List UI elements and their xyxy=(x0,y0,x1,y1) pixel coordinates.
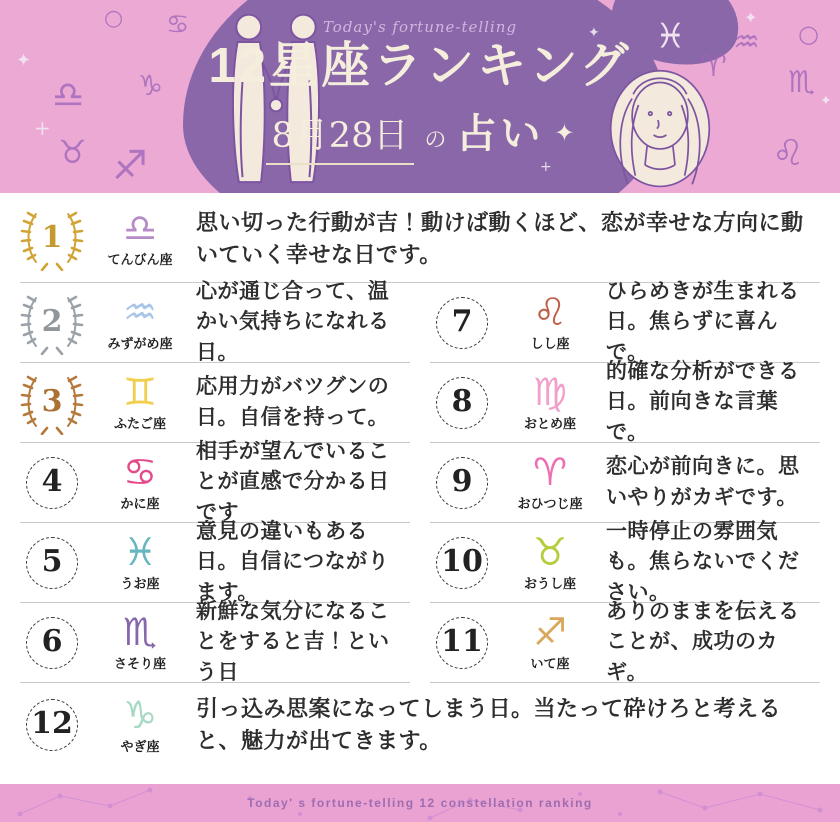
rank-row-11 xyxy=(430,599,820,684)
sagittarius-icon: ♐ xyxy=(532,610,568,654)
sign-name: ふたご座 xyxy=(113,416,166,431)
rank-number: 4 xyxy=(41,463,63,499)
zodiac-sign-gemini xyxy=(94,370,186,432)
cancer-sketch-icon: ♋ xyxy=(166,10,190,40)
rank-number: 8 xyxy=(451,383,473,419)
two-column-rankings xyxy=(20,279,820,684)
sign-name: いて座 xyxy=(530,656,570,671)
rank-row-4 xyxy=(20,439,410,524)
fortune-text: 思い切った行動が吉！動けば動くほど、恋が幸せな方向に動いていく幸せな日です。 xyxy=(196,209,804,267)
fortune-text: 意見の違いもある日。自信につながります。 xyxy=(196,519,390,604)
pisces-fish-icon: ♓ xyxy=(654,16,686,57)
rank-row-1 xyxy=(20,195,820,283)
ornate-circle-badge xyxy=(430,451,494,515)
ornate-circle-badge xyxy=(20,531,84,595)
sign-name: おひつじ座 xyxy=(517,496,583,511)
sign-name: さそり座 xyxy=(113,656,166,671)
sparkle-icon: ✦ xyxy=(16,50,32,71)
fortune-text: 一時停止の雰囲気も。焦らないでください。 xyxy=(606,519,800,604)
cancer-icon: ♋ xyxy=(122,450,158,494)
fortune-text: 恋心が前向きに。思いやりがカギです。 xyxy=(606,455,800,509)
ornate-circle-badge xyxy=(20,693,84,757)
zodiac-sign-libra xyxy=(94,206,186,268)
ranking-list xyxy=(0,193,840,767)
rank-number: 3 xyxy=(41,383,63,419)
rank-number: 9 xyxy=(451,463,473,499)
sparkle-icon: ✦ xyxy=(744,8,758,27)
scorpio-icon: ♏ xyxy=(122,610,158,654)
fortune-text: 相手が望んでいることが直感で分かる日です xyxy=(196,439,390,524)
fortune-text: 的確な分析ができる日。前向きな言葉で。 xyxy=(606,359,800,444)
zodiac-sign-virgo xyxy=(504,370,596,432)
fortune-text: 引っ込み思案になってしまう日。当たって砕けろと考えると、魅力が出てきます。 xyxy=(196,696,782,753)
rank-number: 1 xyxy=(41,219,63,255)
ornate-circle-badge xyxy=(20,611,84,675)
zodiac-sign-pisces xyxy=(94,530,186,592)
ornate-circle-badge xyxy=(430,371,494,435)
fortune-word: 占い xyxy=(456,109,545,157)
ornate-circle-badge xyxy=(20,451,84,515)
rank-row-8 xyxy=(430,359,820,444)
aries-sketch-icon: ♈ xyxy=(700,49,727,84)
header-banner xyxy=(0,0,840,193)
zodiac-sign-scorpio xyxy=(94,610,186,672)
rank-number: 7 xyxy=(451,303,473,339)
planet-sketch-icon: ○ xyxy=(798,20,819,48)
zodiac-sign-leo xyxy=(504,290,596,352)
leo-sketch-icon: ♌ xyxy=(772,133,805,174)
scorpio-sketch-icon: ♏ xyxy=(788,65,815,100)
capricorn-sketch-icon: ♑ xyxy=(138,69,164,102)
sparkle-icon: ✦ xyxy=(820,93,832,109)
sparkle-icon: + xyxy=(34,116,51,140)
zodiac-sign-aries xyxy=(504,450,596,512)
footer-caption: Today' s fortune-telling 12 constellation ranking xyxy=(247,796,593,810)
rank-row-6 xyxy=(20,599,410,684)
sign-name: やぎ座 xyxy=(120,738,160,754)
zodiac-sign-aquarius xyxy=(94,290,186,352)
rank-row-7 xyxy=(430,279,820,364)
rank-row-3 xyxy=(20,363,410,443)
bronze-laurel-badge xyxy=(20,371,84,435)
gemini-icon: ♊ xyxy=(122,370,158,414)
rank-row-5 xyxy=(20,519,410,604)
header-subtitle xyxy=(0,102,840,165)
taurus-sketch-icon: ♉ xyxy=(58,133,87,171)
ornate-circle-badge xyxy=(430,531,494,595)
rank-number: 12 xyxy=(31,706,73,742)
fortune-text: 心が通じ合って、温かい気持ちになれる日。 xyxy=(196,279,390,364)
footer-band xyxy=(0,784,840,822)
sign-name: てんびん座 xyxy=(107,252,173,267)
sign-name: うお座 xyxy=(120,576,160,591)
sign-name: おうし座 xyxy=(523,576,576,591)
sign-name: みずがめ座 xyxy=(107,336,173,351)
aquarius-icon: ♒ xyxy=(122,290,158,334)
leo-icon: ♌ xyxy=(532,290,568,334)
sign-name: かに座 xyxy=(120,496,160,511)
planet-sketch-icon: ○ xyxy=(104,6,124,31)
aquarius-sketch-icon: ♒ xyxy=(733,25,760,60)
zodiac-sign-sagittarius xyxy=(504,610,596,672)
zodiac-sign-taurus xyxy=(504,530,596,592)
fortune-text: ありのままを伝えることが、成功のカギ。 xyxy=(606,599,800,684)
page-title: 12星座ランキング xyxy=(208,39,632,93)
left-column xyxy=(20,279,420,684)
aries-icon: ♈ xyxy=(532,450,568,494)
rank-row-9 xyxy=(430,443,820,523)
rank-number: 2 xyxy=(41,303,63,339)
date-text: 8月28日 xyxy=(266,108,415,165)
fortune-text: 新鮮な気分になることをすると吉！という日 xyxy=(196,599,390,684)
capricorn-icon: ♑ xyxy=(122,692,158,737)
virgo-icon: ♍ xyxy=(532,370,568,414)
taurus-icon: ♉ xyxy=(532,530,568,574)
fortune-text: ひらめきが生まれる日。焦らずに喜んで。 xyxy=(606,279,800,364)
sparkle-icon: ✦ xyxy=(554,119,575,148)
pisces-icon: ♓ xyxy=(122,530,158,574)
rank-number: 10 xyxy=(441,543,483,579)
rank-number: 6 xyxy=(41,623,63,659)
rank-row-12 xyxy=(20,683,820,767)
rank-row-2 xyxy=(20,279,410,364)
header-script-caption: Today's fortune-telling xyxy=(322,18,518,36)
sign-name: しし座 xyxy=(530,336,570,351)
rank-row-10 xyxy=(430,519,820,604)
zodiac-sign-cancer xyxy=(94,450,186,512)
right-column xyxy=(420,279,820,684)
ornate-circle-badge xyxy=(430,291,494,355)
sagittarius-sketch-icon: ♐ xyxy=(112,143,148,189)
rank-number: 11 xyxy=(441,623,483,659)
libra-sketch-icon: ♎ xyxy=(52,75,85,116)
zodiac-sign-capricorn xyxy=(94,692,186,755)
sign-name: おとめ座 xyxy=(523,416,576,431)
sparkle-icon: + xyxy=(540,159,552,175)
fortune-text: 応用力がバツグンの日。自信を持って。 xyxy=(196,375,390,429)
rank-number: 5 xyxy=(41,543,63,579)
silver-laurel-badge xyxy=(20,291,84,355)
gold-laurel-badge xyxy=(20,207,84,271)
libra-icon: ♎ xyxy=(122,206,158,250)
sparkle-icon: ✦ xyxy=(588,25,600,41)
particle-text: の xyxy=(424,126,447,152)
ornate-circle-badge xyxy=(430,611,494,675)
header-text-block xyxy=(0,0,840,193)
